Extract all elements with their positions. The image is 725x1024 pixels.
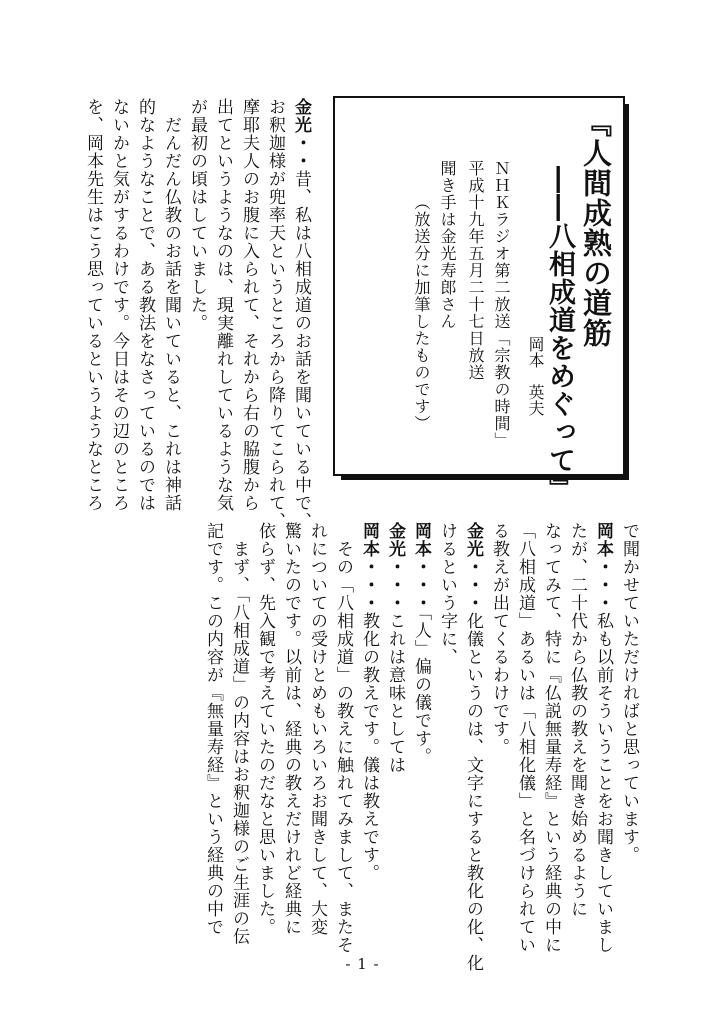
dialogue-line: 岡本・・・教化の教えです。儀は教えです。 [359, 522, 379, 882]
text-line: 出てというようなのは、現実離れしているような気 [213, 98, 233, 512]
text-line: る教えが出てくるわけです。 [489, 522, 509, 756]
speaker-name: 岡本 [593, 522, 613, 558]
text-line: だんだん仏教のお話を聞いていると、これは神話 [161, 98, 181, 512]
interviewer: 聞き手は金光寿郎さん [438, 160, 457, 330]
dialogue-line: 岡本・・・「人」偏の儀です。 [411, 522, 431, 766]
text-line: が最初の頃はしていました。 [187, 98, 207, 332]
lower-text-block [82, 522, 642, 972]
broadcast-info: ＮＨＫラジオ第二放送「宗教の時間」 [492, 160, 511, 449]
text-line: けるという字に、 [437, 522, 457, 666]
broadcast-date: 平成十九年五月二十七日放送 [466, 160, 485, 381]
note: （放送分に加筆したものです） [412, 194, 431, 432]
text-line: 摩耶夫人のお腹に入られて、それから右の脇腹から [239, 98, 259, 512]
text-line: たが、二十代から仏教の教えを聞き始めるように [567, 522, 587, 918]
text-line: 記です。この内容が『無量寿経』という経典の中で [203, 522, 223, 936]
upper-text-block [82, 98, 314, 530]
dialogue-line: 岡本・・・私も以前そういうことをお聞きしていまし [593, 522, 613, 954]
speaker-name: 金光 [463, 522, 483, 558]
speaker-name: 岡本 [411, 522, 431, 558]
text-line: お釈迦様が兜率天というところから降りてこられて、 [265, 98, 285, 530]
text-line: 驚いたのです。以前は、経典の教えだけれど経典に [281, 522, 301, 936]
speaker-name: 金光 [385, 522, 405, 558]
dialogue-line: 金光・・・これは意味としては [385, 522, 405, 774]
text-line: その「八相成道」の教えに触れてみまして、またそ [333, 522, 353, 954]
text-line: まず、「八相成道」の内容はお釈迦様のご生涯の伝 [229, 522, 249, 946]
page-number: - 1 - [345, 955, 380, 973]
dialogue-line: 金光・・昔、私は八相成道のお話を聞いている中で、 [291, 98, 311, 530]
author: 岡本 英夫 [526, 336, 545, 416]
text-line: れについての受けとめもいろいろお聞きして、大変 [307, 522, 327, 936]
subtitle: ――八相成道をめぐって』 [544, 166, 575, 502]
speaker-name: 金光 [291, 98, 311, 134]
text-line: 「八相成道」あるいは「八相化儀」と名づけられてい [515, 522, 535, 954]
title-box [333, 96, 625, 502]
text-line: 依らず、先入観で考えていたのだなと思いました。 [255, 522, 275, 936]
text-line: で聞かせていただければと思っています。 [619, 522, 639, 864]
text-line: を、岡本先生はこう思っているというようなところ [83, 98, 103, 512]
text-line: ないかと気がするわけです。今日はその辺のところ [109, 98, 129, 512]
dialogue-line: 金光・・・化儀というのは、文字にすると教化の化、化 [463, 522, 483, 972]
speaker-name: 岡本 [359, 522, 379, 558]
title: 『人間成熟の道筋 [579, 108, 613, 348]
text-line: なってみて、特に『仏説無量寿経』という経典の中に [541, 522, 561, 954]
text-line: 的なようなことで、ある教法をなさっているのでは [135, 98, 155, 512]
